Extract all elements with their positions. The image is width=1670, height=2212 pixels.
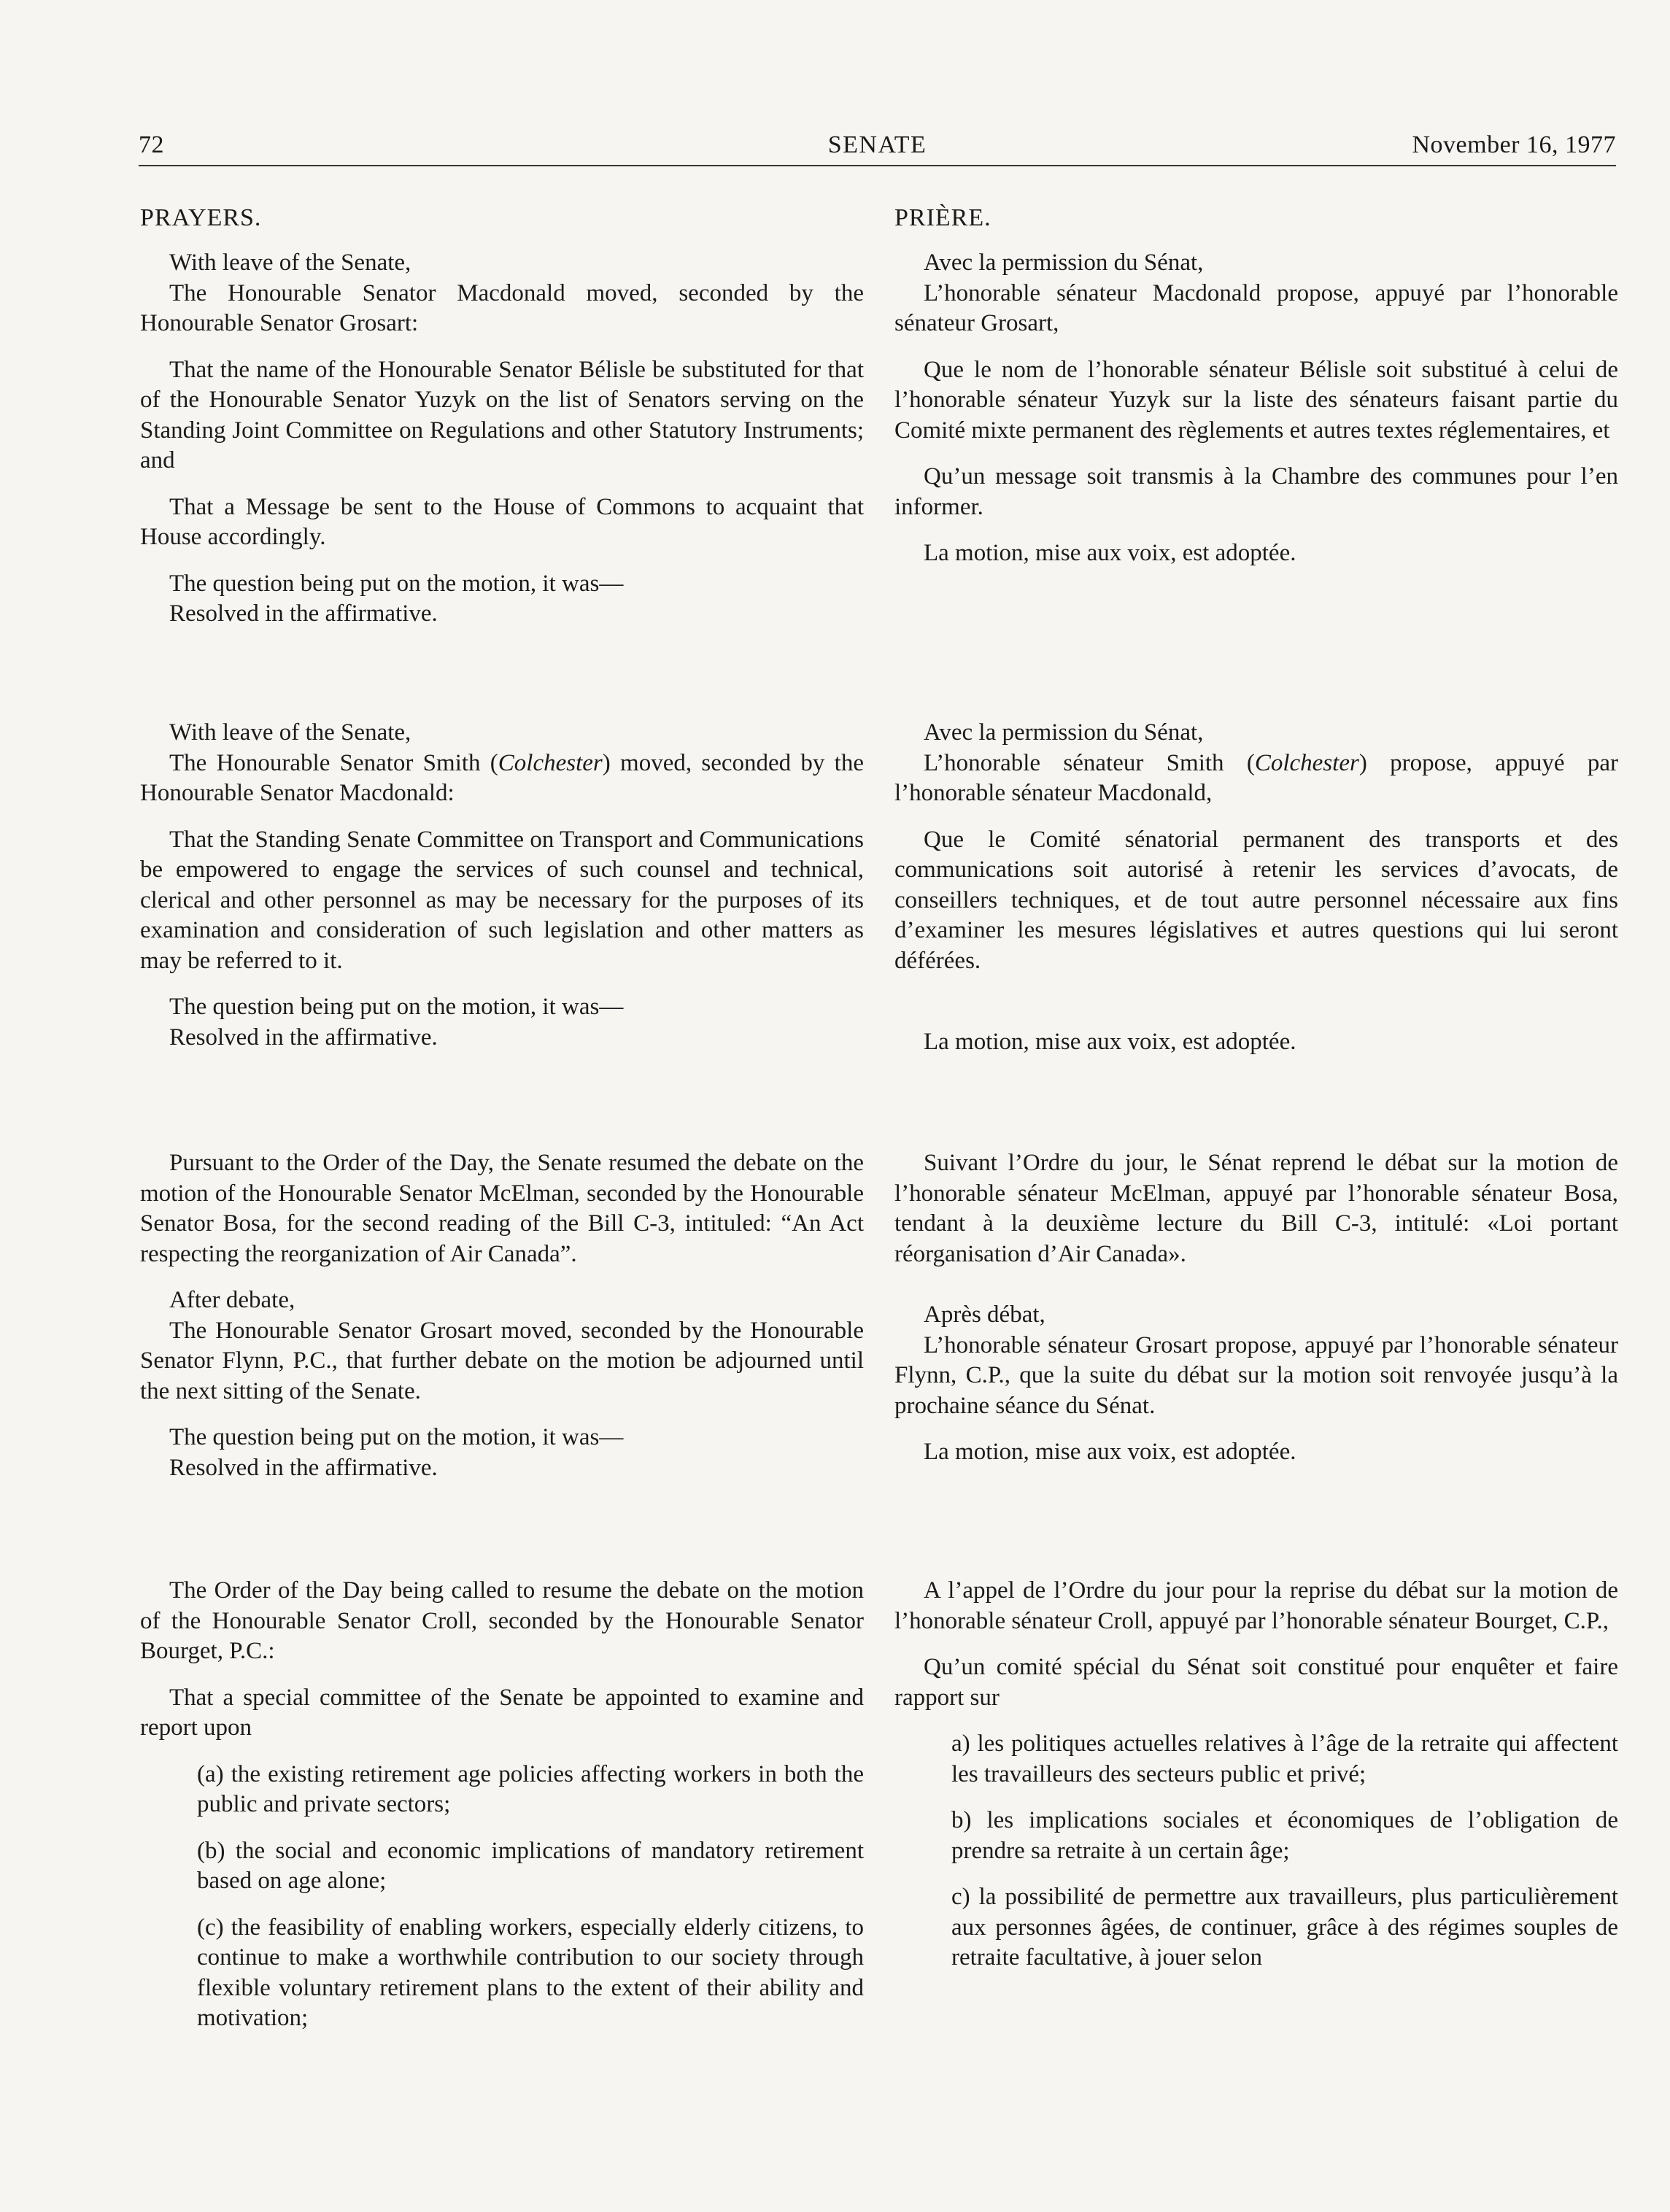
fr-motion-text: Que le Comité sénatorial permanent des transports et des communications soit autorisé à retenir les services d’avocats, de conseillers techniques, et de tout autre personnel nécessaire aux fins d’examiner les mesures législatives et autres questions qui lui seront déférées. xyxy=(894,826,1618,974)
en-moved: The Honourable Senator Grosart moved, seconded by the Honourable Senator Flynn, P.C., that further debate on the motion be adjourned until the next sitting of the Senate. xyxy=(140,1317,864,1404)
en-subitem-a: (a) the existing retirement age policies affecting workers in both the public and private sectors; xyxy=(197,1760,864,1817)
en-order-of-day: Pursuant to the Order of the Day, the Senate resumed the debate on the motion of the Honourable Senator McElman, seconded by the Honourable Senator Bosa, for the second reading of the Bill C-3, intituled: “An Act respecting the reorganization of Air Canada”. xyxy=(140,1150,864,1267)
en-question-put: The question being put on the motion, it was— xyxy=(169,994,624,1020)
en-motion-text: That the name of the Honourable Senator Bélisle be substituted for that of the Honourable Senator Yuzyk on the list of Senators serving on the Standing Joint Committee on Regulations and other Statutory Instruments; and xyxy=(140,356,864,473)
en-after-debate: After debate, xyxy=(169,1287,295,1313)
fr-moved: L’honorable sénateur Macdonald propose, appuyé par l’honorable sénateur Grosart, xyxy=(894,279,1618,336)
fr-order-of-day: A l’appel de l’Ordre du jour pour la reprise du débat sur la motion de l’honorable sénateur Croll, appuyé par l’honorable sénateur Bourget, C.P., xyxy=(894,1577,1618,1634)
fr-motion-block-1 xyxy=(894,248,1618,569)
en-resolved: Resolved in the affirmative. xyxy=(169,1454,438,1481)
en-section-heading-block xyxy=(140,203,864,233)
en-motion-block-1 xyxy=(140,248,864,630)
fr-motion-block-3b xyxy=(894,1300,1618,1468)
running-header xyxy=(139,128,1616,166)
en-committee-text: That a special committee of the Senate be appointed to examine and report upon xyxy=(140,1684,864,1741)
en-question-put: The question being put on the motion, it was— xyxy=(169,570,624,597)
fr-adopted-block-2 xyxy=(894,1027,1618,1058)
fr-motion-block-2 xyxy=(894,718,1618,976)
page-number: 72 xyxy=(139,131,164,158)
fr-subitems xyxy=(894,1729,1618,1973)
en-motion-block-4 xyxy=(140,1576,864,2034)
fr-after-debate: Après débat, xyxy=(924,1302,1045,1328)
en-moved: The Honourable Senator Macdonald moved, seconded by the Honourable Senator Grosart: xyxy=(140,279,864,336)
fr-motion-block-3 xyxy=(894,1148,1618,1269)
fr-subitem-b: b) les implications sociales et économiques de l’obligation de prendre sa retraite à un certain âge; xyxy=(951,1807,1618,1864)
fr-moved: L’honorable sénateur Grosart propose, appuyé par l’honorable sénateur Flynn, C.P., que la suite du débat sur la motion soit renvoyée jusqu’à la prochaine séance du Sénat. xyxy=(894,1331,1618,1419)
fr-leave: Avec la permission du Sénat, xyxy=(924,250,1204,276)
fr-motion-block-4 xyxy=(894,1576,1618,1973)
en-subitem-b: (b) the social and economic implications of mandatory retirement based on age alone; xyxy=(197,1837,864,1894)
fr-message-text: Qu’un message soit transmis à la Chambre des communes pour l’en informer. xyxy=(894,463,1618,520)
en-subitems xyxy=(140,1760,864,2034)
fr-adopted: La motion, mise aux voix, est adoptée. xyxy=(924,1439,1296,1465)
en-motion-text: That the Standing Senate Committee on Transport and Communications be empowered to engage the services of such counsel and technical, clerical and other personnel as may be necessary for the purposes of its examination and consideration of such legislation and other matters as may be referred to it. xyxy=(140,826,864,974)
en-motion-block-2 xyxy=(140,718,864,1053)
en-section-heading: PRAYERS. xyxy=(140,204,262,231)
fr-adopted: La motion, mise aux voix, est adoptée. xyxy=(924,540,1296,566)
en-message-text: That a Message be sent to the House of Commons to acquaint that House accordingly. xyxy=(140,493,864,550)
en-question-put: The question being put on the motion, it was— xyxy=(169,1424,624,1450)
fr-committee-text: Qu’un comité spécial du Sénat soit constitué pour enquêter et faire rapport sur xyxy=(894,1654,1618,1711)
en-resolved: Resolved in the affirmative. xyxy=(169,600,438,627)
fr-order-of-day: Suivant l’Ordre du jour, le Sénat reprend le débat sur la motion de l’honorable sénateur McElman, appuyé par l’honorable sénateur Bosa, tendant à la deuxième lecture du Bill C-3, intitulé: «Loi portant réorganisation d’Air Canada». xyxy=(894,1150,1618,1267)
en-order-of-day: The Order of the Day being called to resume the debate on the motion of the Honourable Senator Croll, seconded by the Honourable Senator Bourget, P.C.: xyxy=(140,1577,864,1664)
header-title: SENATE xyxy=(827,131,927,158)
en-moved: The Honourable Senator Smith (Colchester) moved, seconded by the Honourable Senator Macdonald: xyxy=(140,749,864,806)
en-resolved: Resolved in the affirmative. xyxy=(169,1024,438,1051)
fr-subitem-c: c) la possibilité de permettre aux travailleurs, plus particulièrement aux personnes âgées, de continuer, grâce à des régimes souples de retraite facultative, à jouer selon xyxy=(951,1884,1618,1971)
fr-adopted: La motion, mise aux voix, est adoptée. xyxy=(924,1029,1296,1055)
fr-leave: Avec la permission du Sénat, xyxy=(924,719,1204,746)
en-subitem-c: (c) the feasibility of enabling workers, especially elderly citizens, to continue to make a worthwhile contribution to our society through flexible voluntary retirement plans to the extent of their ability and motivation; xyxy=(197,1914,864,2031)
fr-motion-text: Que le nom de l’honorable sénateur Bélisle soit substitué à celui de l’honorable sénateur Yuzyk sur la liste des sénateurs faisant partie du Comité mixte permanent des règlements et autres textes réglementaires, et xyxy=(894,356,1618,444)
header-date: November 16, 1977 xyxy=(1412,131,1616,158)
fr-subitem-a: a) les politiques actuelles relatives à l’âge de la retraite qui affectent les travailleurs des secteurs public et privé; xyxy=(951,1730,1618,1787)
fr-section-heading: PRIÈRE. xyxy=(894,204,991,231)
en-motion-block-3 xyxy=(140,1148,864,1483)
fr-section-heading-block xyxy=(894,203,1618,233)
en-leave: With leave of the Senate, xyxy=(169,250,411,276)
en-leave: With leave of the Senate, xyxy=(169,719,411,746)
fr-moved: L’honorable sénateur Smith (Colchester) propose, appuyé par l’honorable sénateur Macdonald, xyxy=(894,749,1618,806)
